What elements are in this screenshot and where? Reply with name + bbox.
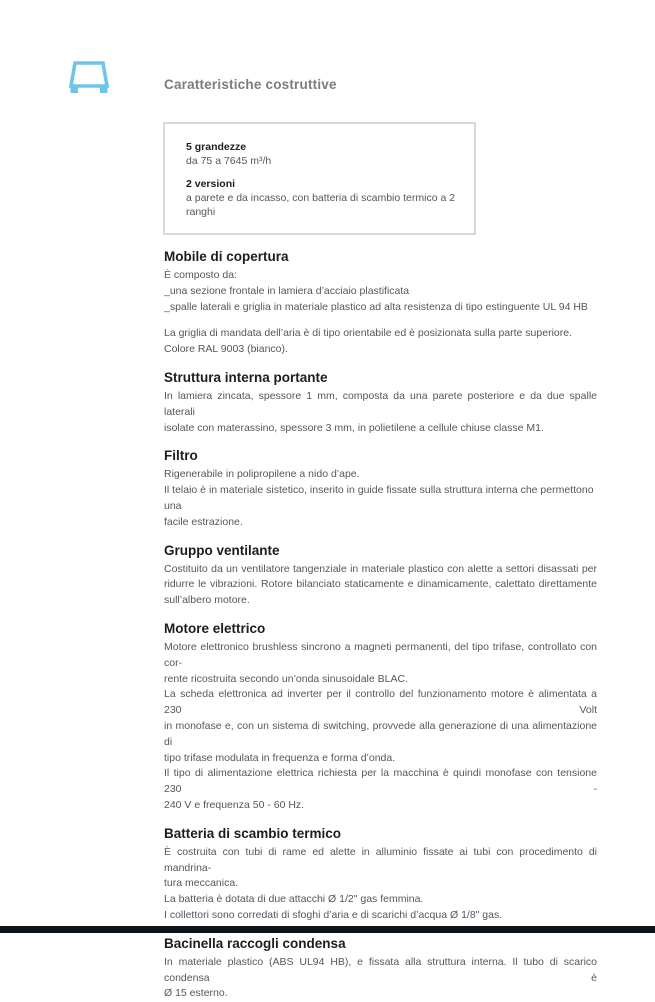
page-title: Caratteristiche costruttive — [164, 77, 337, 92]
document-section — [164, 249, 597, 358]
infobox-item-label: 5 grandezze — [186, 141, 247, 153]
section-paragraph-line: È costruita con tubi di rame ed alette in alluminio fissate ai tubi con procedimento di mandrina- — [164, 845, 597, 874]
section-paragraph-line: I collettori sono corredati di sfoghi d’aria e di scarichi d’acqua Ø 1/8" gas. — [164, 908, 503, 921]
section-heading: Bacinella raccogli condensa — [164, 935, 346, 951]
document-section — [164, 621, 597, 814]
section-paragraph-line: Ø 15 esterno. — [164, 987, 228, 1000]
section-paragraph-line: _spalle laterali e griglia in materiale plastico ad alta resistenza di tipo estinguente UL 94 HB — [164, 300, 588, 313]
document-section — [164, 936, 597, 1002]
infobox-item — [186, 177, 456, 219]
document-section — [164, 543, 597, 609]
sections-container — [164, 249, 597, 1002]
section-paragraph-line: Motore elettronico brushless sincrono a magneti permanenti, del tipo trifase, controllato con cor- — [164, 640, 597, 669]
section-paragraph-line: In lamiera zincata, spessore 1 mm, composta da una parete posteriore e da due spalle laterali — [164, 389, 597, 418]
section-paragraph-line — [164, 315, 597, 326]
section-paragraph-line: La batteria è dotata di due attacchi Ø 1/2" gas femmina. — [164, 893, 424, 906]
section-paragraph-line: sull’albero motore. — [164, 594, 250, 607]
document-section — [164, 370, 597, 436]
fan-coil-unit-icon — [65, 59, 113, 96]
footer-bar — [0, 926, 655, 933]
infobox-item-text: a parete e da incasso, con batteria di scambio termico a 2 ranghi — [186, 192, 456, 218]
section-paragraph-line: isolate con materassino, spessore 3 mm, in polietilene a cellule chiuse classe M1. — [164, 421, 544, 434]
section-heading: Motore elettrico — [164, 620, 266, 636]
infobox-item-text: da 75 a 7645 m³/h — [186, 155, 272, 167]
section-paragraph-line: Costituito da un ventilatore tangenziale in materiale plastico con alette a settori disassati per — [164, 562, 597, 575]
document-section — [164, 448, 597, 530]
section-paragraph-line: Rigenerabile in polipropilene a nido d’ape. — [164, 468, 360, 481]
section-heading: Filtro — [164, 448, 198, 464]
section-heading: Struttura interna portante — [164, 369, 328, 385]
highlights-box — [163, 122, 476, 235]
section-heading: Batteria di scambio termico — [164, 825, 342, 841]
section-paragraph-line: Il telaio è in materiale sistetico, inserito in guide fissate sulla struttura interna che permettono una — [164, 484, 594, 512]
section-heading: Gruppo ventilante — [164, 542, 280, 558]
section-paragraph-line: tura meccanica. — [164, 877, 239, 890]
section-paragraph-line: 240 V e frequenza 50 - 60 Hz. — [164, 798, 305, 811]
section-paragraph-line: _una sezione frontale in lamiera d’acciaio plastificata — [164, 284, 410, 297]
section-paragraph-line: La scheda elettronica ad inverter per il controllo del funzionamento motore è alimentata a 230 Volt — [164, 688, 597, 717]
infobox-item-label: 2 versioni — [186, 178, 236, 190]
section-paragraph-line: Il tipo di alimentazione elettrica richiesta per la macchina è quindi monofase con tensione 230 - — [164, 767, 597, 796]
section-paragraph-line: in monofase e, con un sistema di switching, provvede alla generazione di una alimentazione di — [164, 719, 597, 748]
section-paragraph-line: È composto da: — [164, 269, 237, 281]
section-paragraph-line: tipo trifase modulata in frequenza e forma d’onda. — [164, 751, 396, 764]
section-paragraph-line: ridurre le vibrazioni. Rotore bilanciato staticamente e dinamicamente, calettato direttamente — [164, 578, 597, 591]
fan-coil-unit-icon-svg — [65, 59, 113, 96]
infobox-item — [186, 140, 456, 168]
section-heading: Mobile di copertura — [164, 249, 289, 264]
section-paragraph-line: In materiale plastico (ABS UL94 HB), e fissata alla struttura interna. Il tubo di scarico condensa è — [164, 955, 597, 984]
section-paragraph-line: La griglia di mandata dell’aria è di tipo orientabile ed è posizionata sulla parte superiore. — [164, 327, 573, 340]
document-section — [164, 826, 597, 924]
section-paragraph-line: Colore RAL 9003 (bianco). — [164, 343, 288, 356]
section-paragraph-line: facile estrazione. — [164, 515, 243, 528]
section-paragraph-line: rente ricostruita secondo un’onda sinusoidale BLAC. — [164, 672, 408, 685]
